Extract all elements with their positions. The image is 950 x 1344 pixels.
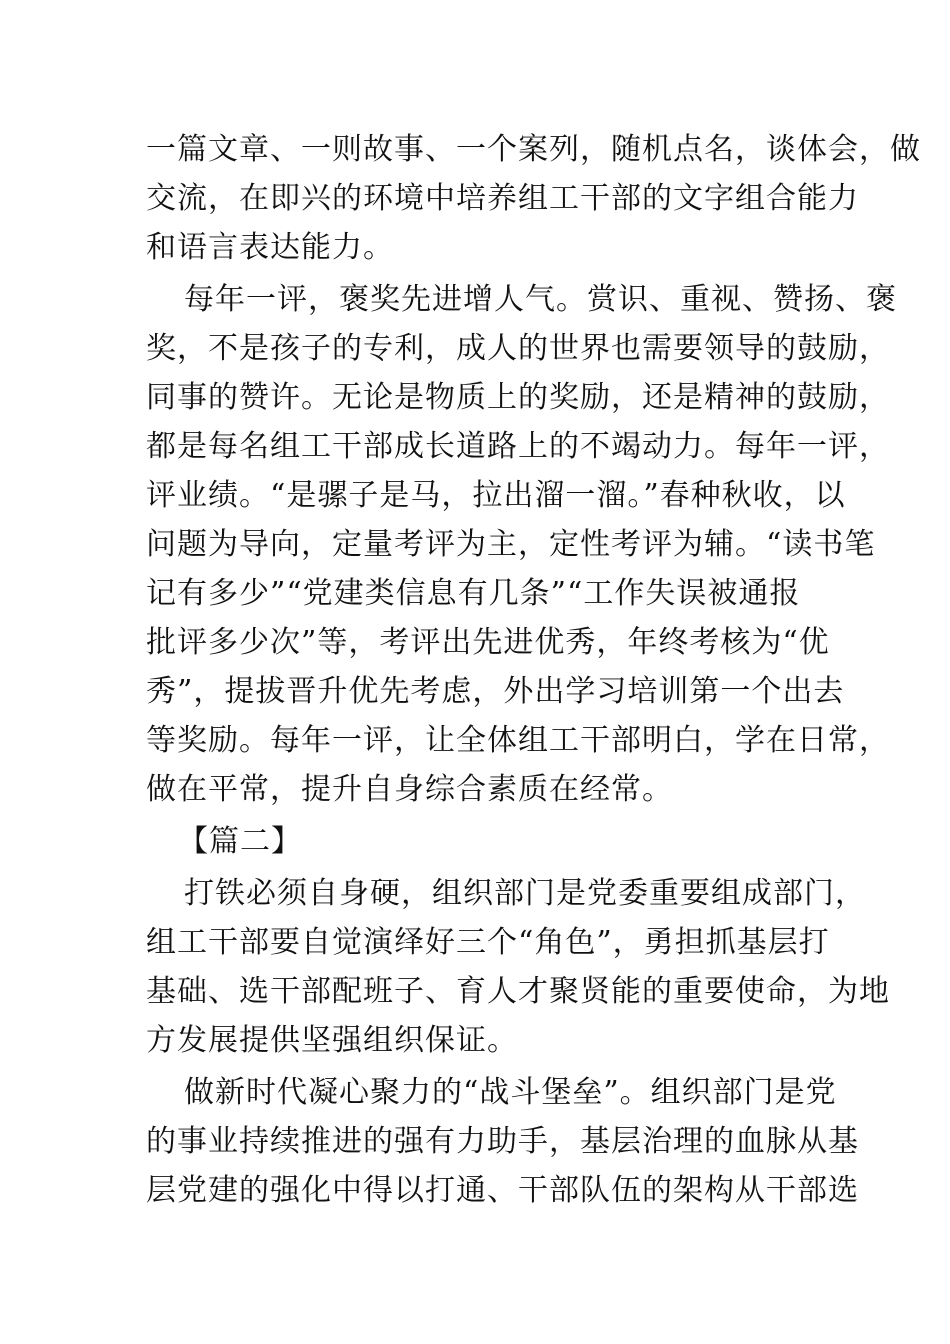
- text-line-18: 基础、选干部配班子、育人才聚贤能的重要使命，为地: [146, 974, 890, 1009]
- text-line-5: 奖，不是孩子的专利，成人的世界也需要领导的鼓励，: [146, 331, 890, 366]
- text-line-19: 方发展提供坚强组织保证。: [146, 1023, 518, 1058]
- text-line-3: 和语言表达能力。: [146, 230, 394, 265]
- text-line-13: 等奖励。每年一评，让全体组工干部明白，学在日常，: [146, 723, 890, 758]
- text-line-6: 同事的赞许。无论是物质上的奖励，还是精神的鼓励，: [146, 380, 890, 415]
- paragraph-start-line: 每年一评，褒奖先进增人气。赏识、重视、赞扬、褒: [184, 282, 897, 317]
- text-line-8: 评业绩。“是骡子是马，拉出溜一溜。”春种秋收，以: [146, 478, 846, 513]
- text-line-12: 秀”，提拔晋升优先考虑，外出学习培训第一个出去: [146, 674, 845, 709]
- text-line-22: 层党建的强化中得以打通、干部队伍的架构从干部选: [146, 1173, 859, 1208]
- text-line-9: 问题为导向，定量考评为主，定性考评为辅。“读书笔: [146, 527, 876, 562]
- text-line-11: 批评多少次”等，考评出先进优秀，年终考核为“优: [146, 625, 830, 660]
- section-heading: 【篇二】: [178, 824, 302, 859]
- text-line-2: 交流，在即兴的环境中培养组工干部的文字组合能力: [146, 181, 859, 216]
- text-line-7: 都是每名组工干部成长道路上的不竭动力。每年一评，: [146, 429, 890, 464]
- text-line-21: 的事业持续推进的强有力助手，基层治理的血脉从基: [146, 1124, 859, 1159]
- text-line-10: 记有多少”“党建类信息有几条”“工作失误被通报: [146, 576, 801, 611]
- paragraph-start-line: 打铁必须自身硬，组织部门是党委重要组成部门，: [184, 876, 866, 911]
- text-line-17: 组工干部要自觉演绎好三个“角色”，勇担抓基层打: [146, 925, 830, 960]
- text-line-14: 做在平常，提升自身综合素质在经常。: [146, 772, 673, 807]
- text-line-1: 一篇文章、一则故事、一个案列，随机点名，谈体会，做: [146, 132, 921, 167]
- paragraph-start-line: 做新时代凝心聚力的“战斗堡垒”。组织部门是党: [184, 1075, 837, 1110]
